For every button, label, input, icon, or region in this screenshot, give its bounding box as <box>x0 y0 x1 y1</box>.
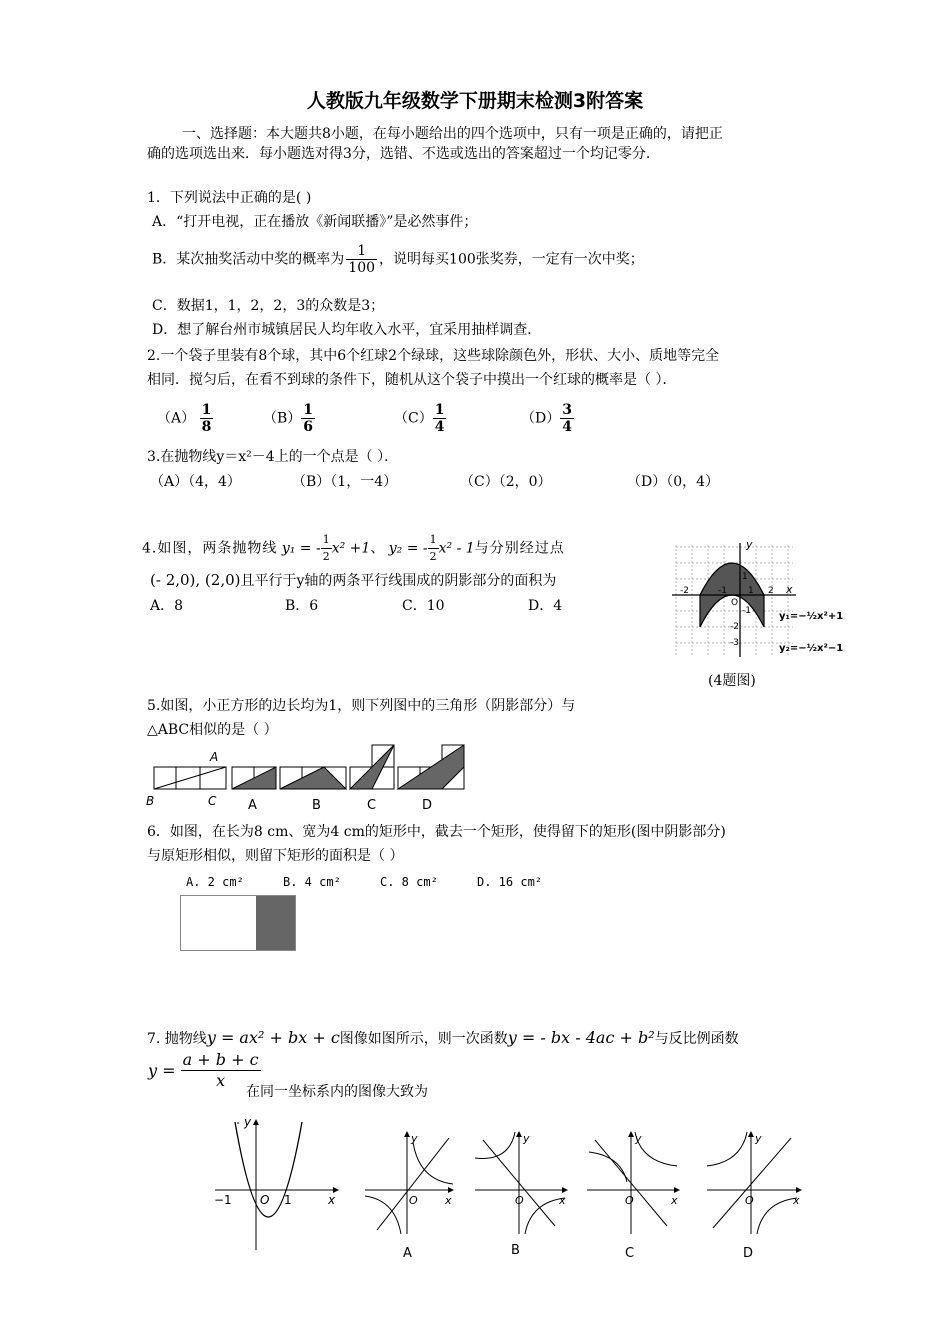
q4-option-b: B．6 <box>285 598 319 614</box>
q2-line2: 相同．搅匀后，在看不到球的条件下，随机从这个袋子中摸出一个红球的概率是（ ）． <box>147 372 677 388</box>
q4-parabola-figure <box>668 535 858 665</box>
fig4-y-label: y <box>746 538 753 551</box>
fig4-tick-n1: -1 <box>742 606 751 616</box>
q7-label-a: A <box>403 1246 412 1261</box>
q7-option-d-graph <box>707 1132 801 1261</box>
fig4-origin: O <box>731 598 739 608</box>
fig5-label-b: B <box>146 794 155 808</box>
q6-line2: 与原矩形相似，则留下矩形的面积是（ ） <box>147 848 404 864</box>
svg-text:O: O <box>409 1194 418 1207</box>
q4-caption: (4题图) <box>708 673 756 689</box>
svg-text:O: O <box>625 1194 634 1207</box>
fig4-y1-label: y₁=−½x²+1 <box>779 611 844 622</box>
fig4-tick-p2: 2 <box>768 586 774 596</box>
q6-option-b: B. 4 cm² <box>283 875 341 889</box>
svg-text:O: O <box>515 1194 524 1207</box>
q7-parabola-graph <box>214 1115 338 1250</box>
q6-shaded-rectangle <box>256 896 295 950</box>
q6-rectangle-figure <box>180 895 296 951</box>
fig4-tick-p1: 1 <box>748 586 754 596</box>
fig5-option-d: D <box>422 798 433 813</box>
svg-text:y: y <box>523 1132 530 1145</box>
q7-main-y: y <box>244 1115 252 1129</box>
q7-label-b: B <box>511 1243 520 1258</box>
q7-line1: 7. 抛物线y = ax² + bx + c图像如图所示，则一次函数y = - bx - 4ac + b²与反比例函数 <box>147 1028 739 1047</box>
q6-option-c: C. 8 cm² <box>380 875 438 889</box>
svg-text:x: x <box>559 1194 566 1207</box>
q7-main-x: x <box>328 1193 336 1207</box>
q7-main-m1: −1 <box>214 1193 232 1207</box>
q4-option-d: D．4 <box>528 598 563 614</box>
q4-line1: 4.如图，两条抛物线 y₁ = - $\frac{1}{2}$ x² +1、 y₂ = - $\frac{1}{2}$ x² - 1与分别经过点 <box>142 533 565 563</box>
q7-line2: 在同一坐标系内的图像大致为 <box>246 1084 428 1100</box>
section-instructions-line2: 确的选项选出来．每小题选对得3分，选错、不选或选出的答案超过一个均记零分． <box>147 146 660 162</box>
fig5-option-b: B <box>312 798 321 813</box>
svg-text:x: x <box>793 1194 800 1207</box>
q7-option-b-graph <box>475 1132 567 1258</box>
q3-option-b: （B）（1，一4） <box>292 474 398 490</box>
q7-graphs-figure <box>210 1112 830 1262</box>
q7-main-o: O <box>260 1193 270 1207</box>
fig4-tick-n2: -2 <box>730 622 739 632</box>
svg-text:y: y <box>755 1132 762 1145</box>
q5-line2: △ABC相似的是（ ） <box>147 722 278 738</box>
q6-option-d: D. 16 cm² <box>477 875 543 889</box>
q2-line1: 2.一个袋子里装有8个球，其中6个红球2个绿球，这些球除颜色外，形状、大小、质地等完全 <box>147 348 720 364</box>
fig4-tick-m1: -1 <box>718 586 727 596</box>
q2-option-c: （C） $\frac{1}{4}$ <box>394 402 445 435</box>
q7-main-p1: 1 <box>284 1193 292 1207</box>
fig4-tick-y1: 1 <box>742 572 748 582</box>
fig5-option-a: A <box>248 798 257 813</box>
fig4-x-label: x <box>786 583 793 596</box>
svg-text:x: x <box>671 1194 678 1207</box>
q5-triangles-figure <box>142 743 472 815</box>
q3-option-d: （D）（0，4） <box>627 474 720 490</box>
q2-option-d: （D） $\frac{3}{4}$ <box>521 402 572 435</box>
q2-option-a: （A） $\frac{1}{8}$ <box>157 402 212 435</box>
fig4-y2-label: y₂=−½x²−1 <box>779 643 844 654</box>
q3-option-a: （A）（4，4） <box>150 474 241 490</box>
q3-stem: 3.在抛物线y＝x²－4上的一个点是（ ）． <box>147 449 399 465</box>
q1-option-a: A．“打开电视，正在播放《新闻联播》”是必然事件； <box>152 214 478 230</box>
svg-text:y: y <box>635 1132 642 1145</box>
q7-option-a-graph <box>365 1132 453 1261</box>
page-title: 人教版九年级数学下册期末检测3附答案 <box>306 90 644 112</box>
svg-text:O: O <box>745 1194 754 1207</box>
q7-label-d: D <box>743 1246 754 1261</box>
section-instructions-line1: 一、选择题：本大题共8小题，在每小题给出的四个选项中，只有一项是正确的，请把正 <box>182 126 723 142</box>
q6-option-a: A. 2 cm² <box>186 875 244 889</box>
svg-text:y: y <box>411 1132 418 1145</box>
q4-option-c: C．10 <box>402 598 445 614</box>
q1-stem: 1．下列说法中正确的是( ) <box>147 190 312 206</box>
q5-line1: 5.如图，小正方形的边长均为1，则下列图中的三角形（阴影部分）与 <box>147 698 576 714</box>
fig5-option-c: C <box>367 798 377 813</box>
q4-line2: (- 2,0), (2,0)且平行于y轴的两条平行线围成的阴影部分的面积为 <box>150 571 557 589</box>
q1-option-b: B．某次抽奖活动中奖的概率为 $\frac{1}{100}$ ，说明每买100张奖券，一定有一次中奖； <box>152 243 644 276</box>
q7-inverse-function: y = $\frac{a + b + c}{x}$ <box>148 1050 259 1090</box>
q7-label-c: C <box>625 1246 635 1261</box>
fig5-label-a: A <box>210 750 219 764</box>
svg-text:x: x <box>445 1194 452 1207</box>
q1-option-d: D．想了解台州市城镇居民人均年收入水平，宜采用抽样调查． <box>152 322 542 338</box>
fig5-label-c: C <box>208 794 217 808</box>
q7-option-c-graph <box>587 1132 679 1261</box>
q1-option-c: C．数据1，1，2，2，3的众数是3； <box>152 298 385 314</box>
q2-option-b: （B） $\frac{1}{6}$ <box>263 402 314 435</box>
q6-line1: 6．如图，在长为8 cm、宽为4 cm的矩形中，截去一个矩形，使得留下的矩形(图中阴影部分) <box>147 824 726 840</box>
fig4-tick-n3: -3 <box>730 638 739 648</box>
q4-option-a: A．8 <box>150 598 184 614</box>
fig4-tick-m2: -2 <box>680 586 689 596</box>
q3-option-c: （C）（2，0） <box>460 474 552 490</box>
